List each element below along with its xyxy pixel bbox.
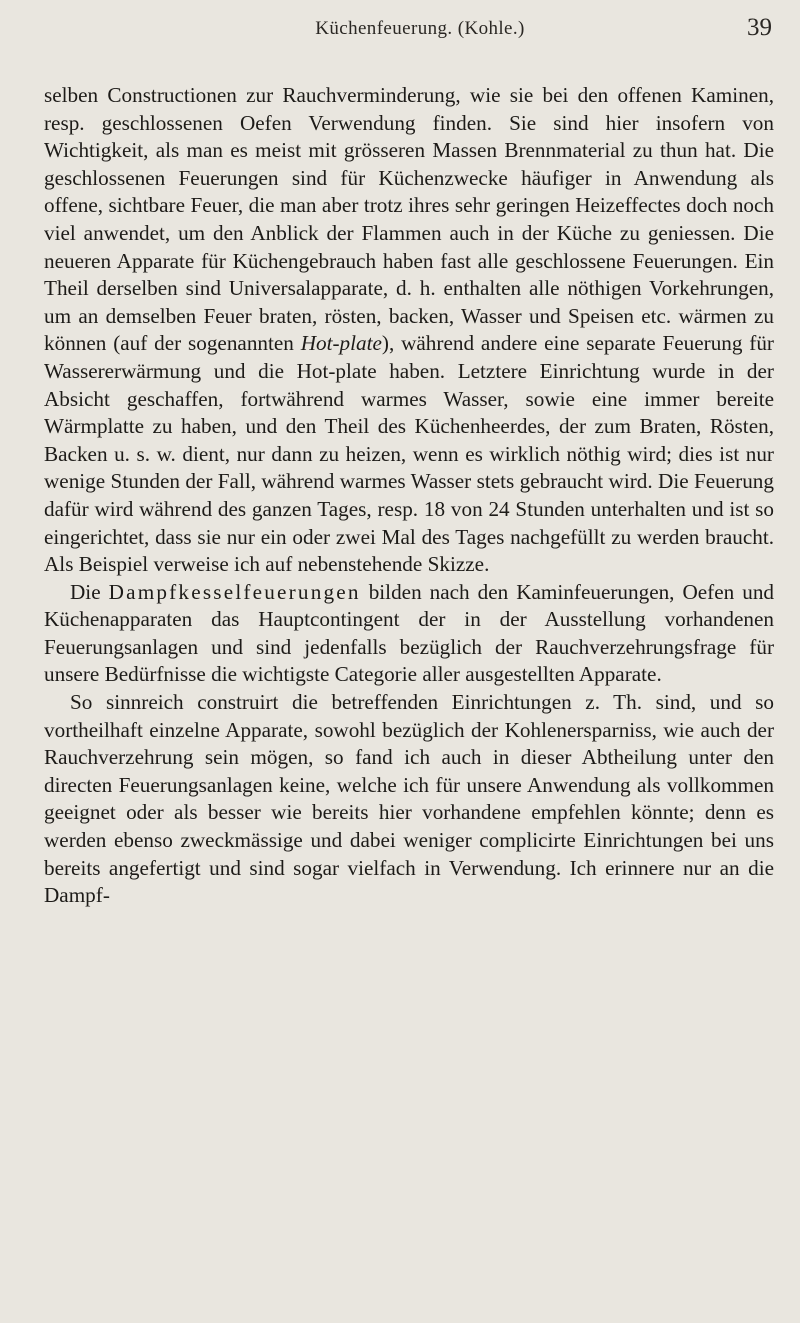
paragraph-2-lead: Die — [70, 579, 101, 604]
page-number: 39 — [747, 14, 772, 41]
paragraph-2-rest: bilden nach den Kaminfeuerungen, Oefen und Küchenapparaten das Hauptcontingent der in der Ausstellung vorhandenen Feuerungsanlagen und sind jedenfalls bezüglich der Rauchverzehrungsfrage für unsere Bedürfnisse die wichtigste Categorie aller ausgestellten Apparate. — [44, 579, 775, 687]
paragraph-2 — [44, 579, 774, 689]
spaced-term-dampfkesselfeuerungen: Dampfkesselfeuerungen — [108, 579, 361, 604]
paragraph-1-text-a: selben Constructionen zur Rauchverminderung, wie sie bei den offenen Kaminen, resp. geschlossenen Oefen Verwendung finden. Sie sind hier insofern von Wichtigkeit, als man es meist mit grösseren Massen Brennmaterial zu thun hat. Die geschlossenen Feuerungen sind für Küchenzwecke häufiger in Anwendung als offene, sichtbare Feuer, die man aber trotz ihres sehr geringen Heizeffectes doch noch viel anwendet, um den Anblick der Flammen auch in der Küche zu geniessen. Die neueren Apparate für Küchengebrauch haben fast alle geschlossene Feuerungen. Ein Theil derselben sind Universalapparate, d. h. enthalten alle nöthigen Vorkehrungen, um an demselben Feuer braten, rösten, backen, Wasser und Speisen etc. wärmen zu können (auf der sogenannten — [44, 83, 774, 356]
paragraph-3: So sinnreich construirt die betreffenden Einrichtungen z. Th. sind, und so vortheilhaft einzelne Apparate, sowohl bezüglich der Kohlenersparniss, wie auch der Rauchverzehrung sein mögen, so fand ich auch in dieser Abtheilung unter den directen Feuerungsanlagen keine, welche ich für unsere Anwendung als vollkommen geeignet oder als besser wie bereits hier vorhandene empfehlen könnte; denn es werden ebenso zweckmässige und dabei weniger complicirte Einrichtungen bei uns bereits angefertigt und sind sogar vielfach in Verwendung. Ich erinnere nur an die Dampf- — [44, 690, 774, 908]
body-text — [44, 82, 774, 910]
page-header — [60, 14, 780, 48]
paragraph-1-text-b: ), während andere eine separate Feuerung für Wassererwärmung und die Hot-plate haben. Letztere Einrichtung wurde in der Absicht geschaffen, fortwährend warmes Wasser, sowie eine immer bereite Wärmplatte zu haben, und den Theil des Küchenheerdes, der zum Braten, Rösten, Backen u. s. w. dient, nur dann zu heizen, wenn es wirklich nöthig wird; dies ist nur wenige Stunden der Fall, während warmes Wasser stets gebraucht wird. Die Feuerung dafür wird während des ganzen Tages, resp. 18 von 24 Stunden unterhalten und ist so eingerichtet, dass sie nur ein oder zwei Mal des Tages nachgefüllt zu werden braucht. Als Beispiel verweise ich auf nebenstehende Skizze. — [44, 331, 774, 577]
hot-plate-term: Hot-plate — [300, 331, 382, 356]
running-head: Küchenfeuerung. (Kohle.) — [315, 18, 525, 39]
paragraph-1 — [44, 82, 774, 579]
